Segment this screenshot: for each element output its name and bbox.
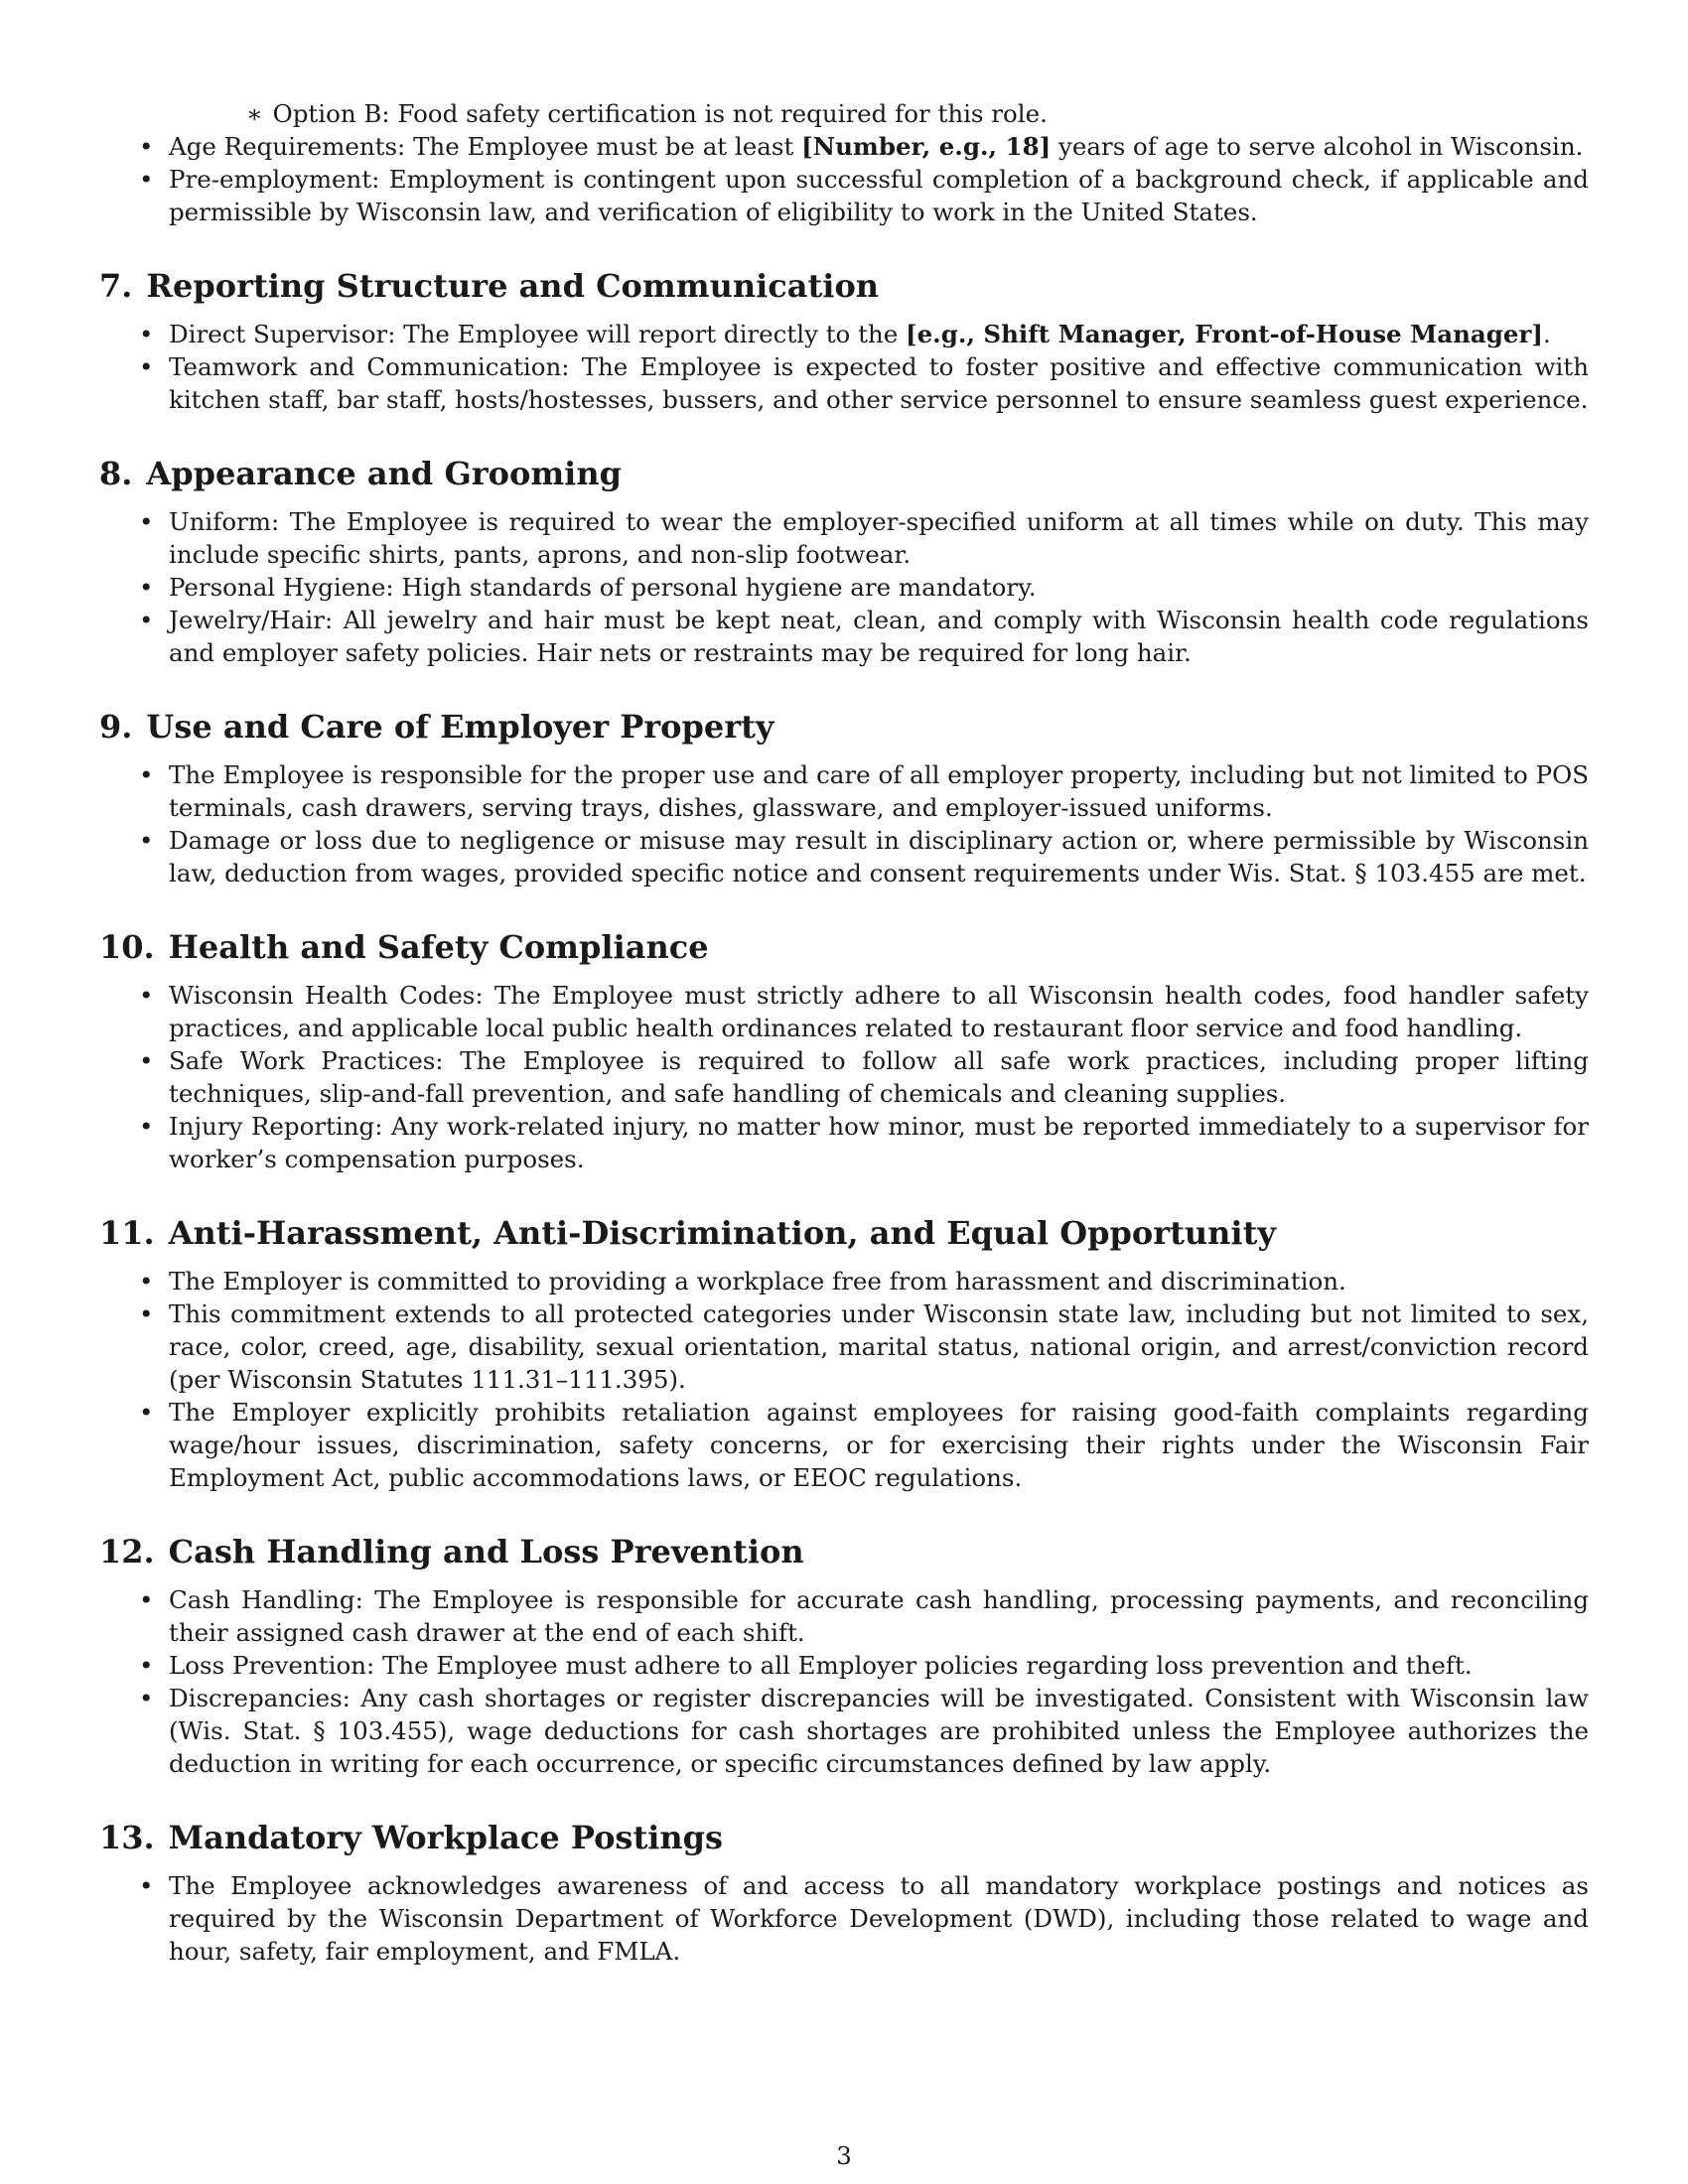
section-10-list <box>99 979 1589 1175</box>
list-item: • Teamwork and Communication: The Employee is expected to foster positive and effective communication with kitchen staff, bar staff, hosts/hostesses, bussers, and other service personnel to ensure seamless guest experience. <box>99 350 1589 416</box>
section-12-list <box>99 1583 1589 1780</box>
list-item: • Uniform: The Employee is required to wear the employer-specified uniform at all times while on duty. This may include specific shirts, pants, aprons, and non-slip footwear. <box>99 505 1589 571</box>
list-item: • Direct Supervisor: The Employee will report directly to the [e.g., Shift Manager, Front-of-House Manager]. <box>99 318 1589 350</box>
list-item: • The Employer explicitly prohibits retaliation against employees for raising good-faith complaints regarding wage/hour issues, discrimination, safety concerns, or for exercising their rights under the Wisconsin Fair Employment Act, public accommodations laws, or EEOC regulations. <box>99 1396 1589 1494</box>
section-heading-13: 13. Mandatory Workplace Postings <box>99 1819 724 1856</box>
list-item: • Loss Prevention: The Employee must adhere to all Employer policies regarding loss prevention and theft. <box>99 1649 1589 1682</box>
list-item: • This commitment extends to all protected categories under Wisconsin state law, including but not limited to sex, race, color, creed, age, disability, sexual orientation, marital status, national origin, and arrest/conviction record (per Wisconsin Statutes 111.31–111.395). <box>99 1297 1589 1396</box>
list-item: • Wisconsin Health Codes: The Employee must strictly adhere to all Wisconsin health codes, food handler safety practices, and applicable local public health ordinances related to restaurant floor service and food handling. <box>99 979 1589 1044</box>
section-6-list <box>99 130 1589 228</box>
list-item: • Cash Handling: The Employee is responsible for accurate cash handling, processing payments, and reconciling their assigned cash drawer at the end of each shift. <box>99 1583 1589 1649</box>
section-13-list <box>99 1869 1589 1968</box>
sub-option-b: ∗ Option B: Food safety certification is not required for this role. <box>246 99 1048 128</box>
section-9-list <box>99 758 1589 889</box>
section-11-list <box>99 1265 1589 1494</box>
list-item: • Injury Reporting: Any work-related injury, no matter how minor, must be reported immediately to a supervisor for worker’s compensation purposes. <box>99 1110 1589 1175</box>
placeholder-bold: [e.g., Shift Manager, Front-of-House Manager] <box>906 320 1544 348</box>
section-heading-9: 9. Use and Care of Employer Property <box>99 708 774 746</box>
list-item: • Safe Work Practices: The Employee is required to follow all safe work practices, including proper lifting techniques, slip-and-fall prevention, and safe handling of chemicals and cleaning supplies. <box>99 1044 1589 1110</box>
section-heading-8: 8. Appearance and Grooming <box>99 455 622 492</box>
list-item: • The Employee acknowledges awareness of and access to all mandatory workplace postings and notices as required by the Wisconsin Department of Workforce Development (DWD), including those related to wage and hour, safety, fair employment, and FMLA. <box>99 1869 1589 1968</box>
placeholder-bold: [Number, e.g., 18] <box>801 132 1052 161</box>
section-heading-11: 11. Anti-Harassment, Anti-Discrimination, and Equal Opportunity <box>99 1214 1276 1252</box>
page-number: 3 <box>836 2141 852 2170</box>
document-page <box>99 97 1589 1968</box>
asterisk-bullet-icon: ∗ <box>246 99 263 128</box>
section-heading-7: 7. Reporting Structure and Communication <box>99 267 880 305</box>
list-item: • Age Requirements: The Employee must be at least [Number, e.g., 18] years of age to serve alcohol in Wisconsin. <box>99 130 1589 163</box>
list-item: • Damage or loss due to negligence or misuse may result in disciplinary action or, where permissible by Wisconsin law, deduction from wages, provided specific notice and consent requirements under Wis. Stat. § 103.455 are met. <box>99 824 1589 889</box>
list-item: • The Employee is responsible for the proper use and care of all employer property, including but not limited to POS terminals, cash drawers, serving trays, dishes, glassware, and employer-issued uniforms. <box>99 758 1589 824</box>
section-heading-10: 10. Health and Safety Compliance <box>99 928 709 966</box>
section-8-list <box>99 505 1589 669</box>
list-item: • Pre-employment: Employment is contingent upon successful completion of a background check, if applicable and permissible by Wisconsin law, and verification of eligibility to work in the United States. <box>99 163 1589 228</box>
list-item: • The Employer is committed to providing a workplace free from harassment and discrimination. <box>99 1265 1589 1297</box>
list-item: • Personal Hygiene: High standards of personal hygiene are mandatory. <box>99 571 1589 604</box>
list-item: • Discrepancies: Any cash shortages or register discrepancies will be investigated. Consistent with Wisconsin law (Wis. Stat. § 103.455), wage deductions for cash shortages are prohibited unless the Employee authorizes the deduction in writing for each occurrence, or specific circumstances defined by law apply. <box>99 1682 1589 1780</box>
section-7-list <box>99 318 1589 416</box>
section-heading-12: 12. Cash Handling and Loss Prevention <box>99 1533 804 1570</box>
list-item: • Jewelry/Hair: All jewelry and hair must be kept neat, clean, and comply with Wisconsin health code regulations and employer safety policies. Hair nets or restraints may be required for long hair. <box>99 604 1589 669</box>
